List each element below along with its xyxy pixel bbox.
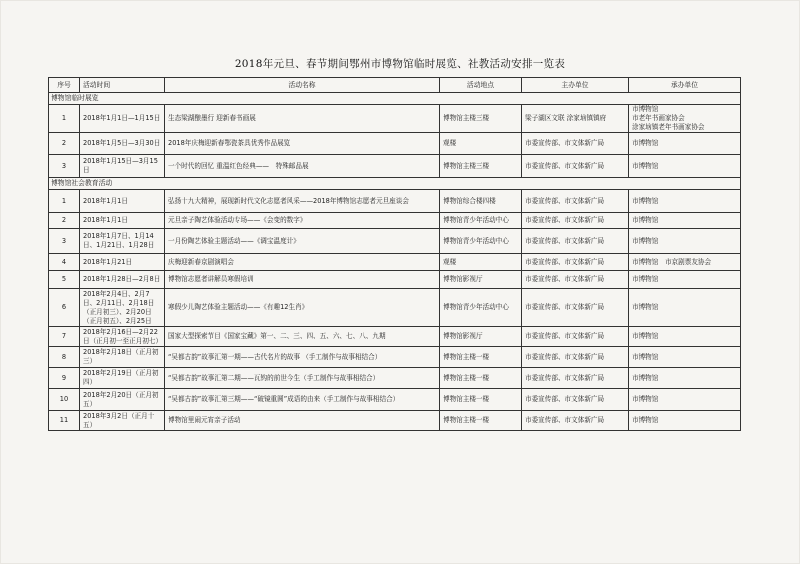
- cell-place: 博物馆青少年活动中心: [440, 229, 522, 254]
- table-row: [49, 213, 741, 229]
- cell-organizer: [629, 411, 741, 431]
- organizer-line: 市博物馆: [632, 161, 659, 170]
- cell-host: 市委宣传部、市文体新广局: [522, 229, 629, 254]
- organizer-line: 市博物馆: [632, 373, 659, 382]
- cell-host: 市委宣传部、市文体新广局: [522, 411, 629, 431]
- cell-organizer: [629, 229, 741, 254]
- organizer-line: 市博物馆: [632, 303, 659, 311]
- cell-name: 弘扬十九大精神，展现新时代文化志愿者风采——2018年博物馆志愿者元旦座谈会: [165, 190, 440, 213]
- cell-time: 2018年2月19日（正月初四）: [80, 368, 165, 389]
- organizer-line: 涂家垴镇老年书画家协会: [632, 123, 705, 131]
- cell-name: 元旦亲子陶艺体验活动专场——《会变的数字》: [165, 213, 440, 229]
- cell-no: 1: [49, 105, 80, 133]
- table-row: [49, 254, 741, 271]
- cell-organizer: [629, 155, 741, 178]
- cell-time: 2018年1月15日—3月15日: [80, 155, 165, 178]
- cell-time: 2018年1月5日—3月30日: [80, 133, 165, 155]
- table-row: [49, 271, 741, 289]
- cell-no: 3: [49, 229, 80, 254]
- cell-organizer: [629, 213, 741, 229]
- header-name: 活动名称: [165, 78, 440, 93]
- cell-name: 一个时代的回忆 重温红色经典—— 特殊邮品展: [165, 155, 440, 178]
- cell-no: 7: [49, 327, 80, 347]
- cell-organizer: [629, 327, 741, 347]
- organizer-line: 市博物馆 市京剧票友协会: [632, 257, 712, 266]
- cell-time: 2018年2月16日—2月22日（正月初一至正月初七）: [80, 327, 165, 347]
- cell-name: “吴都古韵”故事汇第一期——古代名片的故事 （手工制作与故事相结合）: [165, 347, 440, 368]
- cell-name: 2018年庆梅迎新春鄂瓷茶具优秀作品展览: [165, 133, 440, 155]
- organizer-line: 市博物馆: [632, 416, 659, 424]
- schedule-table: [48, 77, 741, 431]
- cell-name: 博物馆里闹元宵亲子活动: [165, 411, 440, 431]
- cell-host: 市委宣传部、市文体新广局: [522, 213, 629, 229]
- table-row: [49, 105, 741, 133]
- table-row: [49, 190, 741, 213]
- cell-host: 市委宣传部、市文体新广局: [522, 190, 629, 213]
- table-header-row: [49, 78, 741, 93]
- organizer-line: 市老年书画家协会: [632, 114, 685, 122]
- organizer-line: 市博物馆: [632, 139, 659, 147]
- cell-time: 2018年2月18日（正月初三）: [80, 347, 165, 368]
- header-organizer: 承办单位: [629, 78, 741, 93]
- table-row: [49, 389, 741, 411]
- cell-organizer: [629, 271, 741, 289]
- cell-place: 观楼: [440, 254, 522, 271]
- cell-time: 2018年2月20日（正月初五）: [80, 389, 165, 411]
- cell-place: 博物馆影视厅: [440, 327, 522, 347]
- cell-host: 市委宣传部、市文体新广局: [522, 347, 629, 368]
- cell-name: “吴都古韵”故事汇第三期——“破镜重圆”成语的由来（手工制作与故事相结合）: [165, 389, 440, 411]
- cell-organizer: [629, 254, 741, 271]
- cell-no: 11: [49, 411, 80, 431]
- cell-no: 3: [49, 155, 80, 178]
- header-host: 主办单位: [522, 78, 629, 93]
- cell-place: 博物馆主楼三楼: [440, 155, 522, 178]
- table-row: [49, 229, 741, 254]
- cell-time: 2018年2月4日、2月7日、2月11日、2月18日（正月初三）、2月20日（正月初五）、2月25日: [80, 289, 165, 327]
- cell-place: 博物馆综合楼四楼: [440, 190, 522, 213]
- cell-place: 博物馆主楼一楼: [440, 411, 522, 431]
- table-row: [49, 411, 741, 431]
- table-row: [49, 347, 741, 368]
- cell-no: 2: [49, 213, 80, 229]
- cell-place: 博物馆青少年活动中心: [440, 289, 522, 327]
- cell-time: 2018年1月28日—2月8日: [80, 271, 165, 289]
- cell-place: 博物馆影视厅: [440, 271, 522, 289]
- cell-no: 4: [49, 254, 80, 271]
- cell-place: 博物馆主楼三楼: [440, 105, 522, 133]
- header-place: 活动地点: [440, 78, 522, 93]
- document-title: 2018年元旦、春节期间鄂州市博物馆临时展览、社教活动安排一览表: [234, 58, 566, 70]
- cell-organizer: [629, 105, 741, 133]
- organizer-line: 市博物馆: [632, 332, 659, 340]
- cell-organizer: [629, 347, 741, 368]
- cell-name: 国家大型探索节目《国家宝藏》第一、二、三、四、五、六、七、八、九期: [165, 327, 440, 347]
- cell-no: 6: [49, 289, 80, 327]
- table-row: [49, 133, 741, 155]
- cell-place: 博物馆青少年活动中心: [440, 213, 522, 229]
- organizer-line: 市博物馆: [632, 196, 659, 205]
- cell-host: 市委宣传部、市文体新广局: [522, 271, 629, 289]
- cell-host: 市委宣传部、市文体新广局: [522, 389, 629, 411]
- section-label: 博物馆社会教育活动: [49, 178, 741, 190]
- cell-host: 梁子湖区文联 涂家垴镇镇府: [522, 105, 629, 133]
- cell-no: 9: [49, 368, 80, 389]
- organizer-line: 市博物馆: [632, 352, 659, 361]
- header-no: 序号: [49, 78, 80, 93]
- organizer-line: 市博物馆: [632, 236, 659, 245]
- cell-place: 博物馆主楼一楼: [440, 389, 522, 411]
- cell-name: 庆梅迎新春京剧演唱会: [165, 254, 440, 271]
- cell-name: 一月份陶艺体验主题活动——《调宝温度计》: [165, 229, 440, 254]
- cell-host: 市委宣传部、市文体新广局: [522, 368, 629, 389]
- cell-no: 10: [49, 389, 80, 411]
- cell-time: 2018年3月2日（正月十五）: [80, 411, 165, 431]
- section-row: [49, 93, 741, 105]
- cell-time: 2018年1月21日: [80, 254, 165, 271]
- table-row: [49, 289, 741, 327]
- cell-organizer: [629, 133, 741, 155]
- cell-host: 市委宣传部、市文体新广局: [522, 133, 629, 155]
- cell-name: 寒假少儿陶艺体验主题活动——《有趣12生肖》: [165, 289, 440, 327]
- cell-no: 2: [49, 133, 80, 155]
- header-time: 活动时间: [80, 78, 165, 93]
- organizer-line: 市博物馆: [632, 395, 659, 403]
- cell-place: 观楼: [440, 133, 522, 155]
- cell-name: 生态梁湖酿墨行 迎新春书画展: [165, 105, 440, 133]
- cell-time: 2018年1月1日: [80, 190, 165, 213]
- cell-organizer: [629, 190, 741, 213]
- organizer-line: 市博物馆: [632, 275, 659, 283]
- cell-time: 2018年1月1日—1月15日: [80, 105, 165, 133]
- cell-host: 市委宣传部、市文体新广局: [522, 155, 629, 178]
- organizer-line: 市博物馆: [632, 216, 659, 224]
- cell-host: 市委宣传部、市文体新广局: [522, 327, 629, 347]
- section-label: 博物馆临时展览: [49, 93, 741, 105]
- cell-host: 市委宣传部、市文体新广局: [522, 254, 629, 271]
- cell-name: 博物馆志愿者讲解员寒假培训: [165, 271, 440, 289]
- cell-organizer: [629, 368, 741, 389]
- section-row: [49, 178, 741, 190]
- cell-name: “吴都古韵”故事汇第二期——瓦钩的前世今生（手工制作与故事相结合）: [165, 368, 440, 389]
- cell-host: 市委宣传部、市文体新广局: [522, 289, 629, 327]
- cell-place: 博物馆主楼一楼: [440, 347, 522, 368]
- table-row: [49, 327, 741, 347]
- cell-time: 2018年1月7日、1月14日、1月21日、1月28日: [80, 229, 165, 254]
- cell-organizer: [629, 389, 741, 411]
- cell-no: 1: [49, 190, 80, 213]
- organizer-line: 市博物馆: [632, 105, 659, 113]
- cell-no: 5: [49, 271, 80, 289]
- cell-time: 2018年1月1日: [80, 213, 165, 229]
- table-row: [49, 368, 741, 389]
- cell-place: 博物馆主楼一楼: [440, 368, 522, 389]
- cell-no: 8: [49, 347, 80, 368]
- table-row: [49, 155, 741, 178]
- cell-organizer: [629, 289, 741, 327]
